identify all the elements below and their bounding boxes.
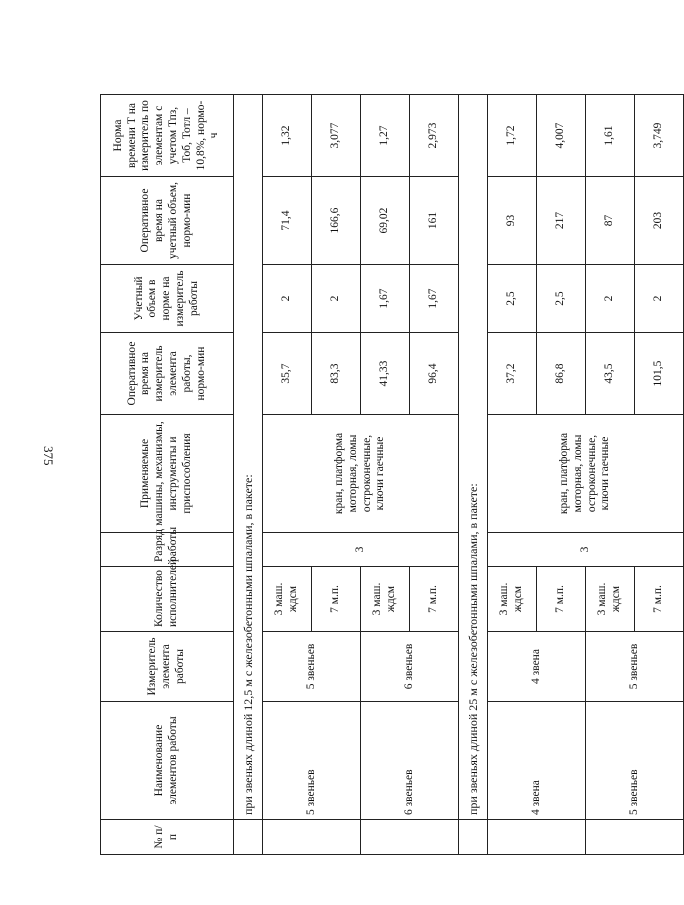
header-op-volume: Оперативное время на учетный объем, нормо-мин xyxy=(101,177,234,265)
norm: 4,007 xyxy=(537,95,586,177)
volume: 2 xyxy=(586,265,635,333)
op-volume: 217 xyxy=(537,177,586,265)
crew-workers: 7 м.п. xyxy=(410,567,459,632)
norm: 1,32 xyxy=(263,95,312,177)
grade-cell: 3 xyxy=(488,533,684,567)
row-name: 5 звеньев xyxy=(586,702,684,820)
header-norm: Норма времени Т на измеритель по элементам с учетом Тпз, Тоб, Тотл – 10,8%, нормо-ч xyxy=(101,95,234,177)
norm: 3,749 xyxy=(635,95,684,177)
norm: 1,27 xyxy=(361,95,410,177)
section-2-title-row xyxy=(459,95,488,855)
crew-machinists: 3 маш. ждсм xyxy=(488,567,537,632)
tools-cell: кран, платформа моторная, ломы остроконечные, ключи гаечные xyxy=(488,415,684,533)
header-volume: Учетный объем в норме на измеритель работы xyxy=(101,265,234,333)
op-time: 35,7 xyxy=(263,333,312,415)
section-1-title: при звеньях длиной 12,5 м с железобетонными шпалами, в пакете: xyxy=(234,95,263,820)
row-measure: 5 звеньев xyxy=(586,632,684,702)
rotated-table-container xyxy=(100,95,665,855)
volume: 2,5 xyxy=(537,265,586,333)
op-volume: 87 xyxy=(586,177,635,265)
crew-workers: 7 м.п. xyxy=(312,567,361,632)
op-volume: 203 xyxy=(635,177,684,265)
crew-machinists: 3 маш. ждсм xyxy=(263,567,312,632)
op-time: 37,2 xyxy=(488,333,537,415)
grade-cell: 3 xyxy=(263,533,459,567)
volume: 1,67 xyxy=(361,265,410,333)
page-number: 375 xyxy=(41,446,56,466)
op-time: 43,5 xyxy=(586,333,635,415)
table-row xyxy=(263,95,312,855)
norm: 2,973 xyxy=(410,95,459,177)
row-measure: 5 звеньев xyxy=(263,632,361,702)
header-crew: Количество исполнителей xyxy=(101,567,234,632)
op-volume: 166,6 xyxy=(312,177,361,265)
volume: 2 xyxy=(312,265,361,333)
op-volume: 93 xyxy=(488,177,537,265)
op-volume: 71,4 xyxy=(263,177,312,265)
op-time: 41,33 xyxy=(361,333,410,415)
header-num: № п/п xyxy=(101,820,234,855)
norm: 3,077 xyxy=(312,95,361,177)
op-time: 86,8 xyxy=(537,333,586,415)
norm: 1,61 xyxy=(586,95,635,177)
volume: 2 xyxy=(635,265,684,333)
table-row xyxy=(488,95,537,855)
row-name: 4 звена xyxy=(488,702,586,820)
volume: 1,67 xyxy=(410,265,459,333)
tools-cell: кран, платформа моторная, ломы остроконечные, ключи гаечные xyxy=(263,415,459,533)
op-time: 101,5 xyxy=(635,333,684,415)
header-name: Наименование элементов работы xyxy=(101,702,234,820)
row-name: 6 звеньев xyxy=(361,702,459,820)
header-measure: Измеритель элемента работы xyxy=(101,632,234,702)
op-volume: 69,02 xyxy=(361,177,410,265)
row-measure: 4 звена xyxy=(488,632,586,702)
row-measure: 6 звеньев xyxy=(361,632,459,702)
header-grade: Разряд работы xyxy=(101,533,234,567)
crew-workers: 7 м.п. xyxy=(635,567,684,632)
crew-machinists: 3 маш. ждсм xyxy=(586,567,635,632)
section-2-title: при звеньях длиной 25 м с железобетонными шпалами, в пакете: xyxy=(459,95,488,820)
op-time: 96,4 xyxy=(410,333,459,415)
volume: 2 xyxy=(263,265,312,333)
row-name: 5 звеньев xyxy=(263,702,361,820)
op-time: 83,3 xyxy=(312,333,361,415)
norm: 1,72 xyxy=(488,95,537,177)
op-volume: 161 xyxy=(410,177,459,265)
header-op-time: Оперативное время на измеритель элемента работы, нормо-мин xyxy=(101,333,234,415)
header-tools: Применяемые машины, механизмы, инструменты и приспособления xyxy=(101,415,234,533)
volume: 2,5 xyxy=(488,265,537,333)
crew-workers: 7 м.п. xyxy=(537,567,586,632)
header-row xyxy=(101,95,234,855)
crew-machinists: 3 маш. ждсм xyxy=(361,567,410,632)
norms-table xyxy=(100,94,684,855)
section-1-title-row xyxy=(234,95,263,855)
